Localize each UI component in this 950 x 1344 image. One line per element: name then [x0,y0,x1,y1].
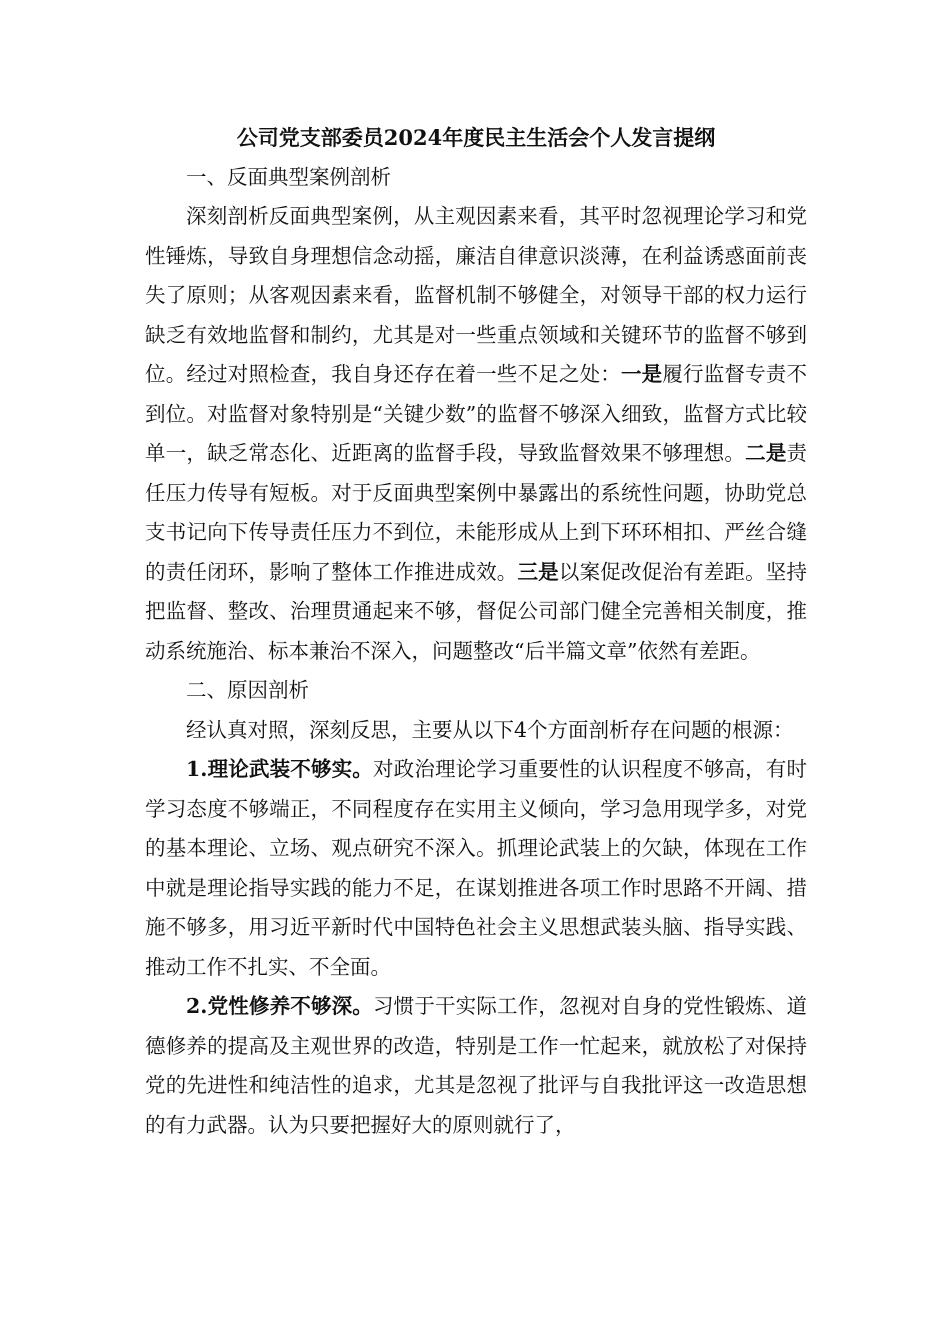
paragraph-item-1 [145,750,807,987]
item-heading: 1.理论武装不够实。 [186,757,373,781]
section-heading-1: 一、反面典型案例剖析 [186,164,391,189]
text-run: 以案促改促治有差距。坚持把监督、整改、治理贯通起来不够，督促公司部门健全完善相关制度，推动系统施治、标本兼治不深入，问题整改“后半篇文章”依然有差距。 [145,559,808,663]
paragraph-intro: 经认真对照，深刻反思，主要从以下4个方面剖析存在问题的根源： [186,717,794,742]
item-heading: 2.党性修养不够深。 [186,994,373,1018]
text-run: 对政治理论学习重要性的认识程度不够高，有时学习态度不够端正，不同程度存在实用主义倾向，学习急用现学多，对党的基本理论、立场、观点研究不深入。抓理论武装上的欠缺，体现在工作中就是理论指导实践的能力不足，在谋划推进各项工作时思路不开阔、措施不够多，用习近平新时代中国特色社会主义思想武装头脑、指导实践、推动工作不扎实、不全面。 [145,757,807,979]
document-title: 公司党支部委员2024年度民主生活会个人发言提纲 [236,125,716,150]
bold-marker: 一是 [620,362,663,386]
section-heading-2: 二、原因剖析 [186,678,309,702]
document-page [145,118,807,1145]
text-run: 深刻剖析反面典型案例，从主观因素来看，其平时忽视理论学习和党性锤炼，导致自身理想信念动摇，廉洁自律意识淡薄，在利益诱惑面前丧失了原则；从客观因素来看，监督机制不够健全，对领导干部的权力运行缺乏有效地监督和制约，尤其是对一些重点领域和关键环节的监督不够到位。经过对照检查，我自身还存在着一些不足之处： [145,204,807,386]
bold-marker: 二是 [745,441,787,465]
bold-marker: 三是 [517,559,559,584]
text-run: 习惯于干实际工作，忽视对自身的党性锻炼、道德修养的提高及主观世界的改造，特别是工作一忙起来，就放松了对保持党的先进性和纯洁性的追求，尤其是忽视了批评与自我批评这一改造思想的有力武器。认为只要把握好大的原则就行了， [145,994,807,1137]
paragraph-case-analysis [145,197,807,671]
text-run: 履行监督专责不到位。对监督对象特别是“关键少数”的监督不够深入细致，监督方式比较单一，缺乏常态化、近距离的监督手段，导致监督效果不够理想。 [145,362,808,465]
paragraph-item-2 [145,987,807,1145]
text-run: 责任压力传导有短板。对于反面典型案例中暴露出的系统性问题，协助党总支书记向下传导责任压力不到位，未能形成从上到下环环相扣、严丝合缝的责任闭环，影响了整体工作推进成效。 [145,441,808,584]
